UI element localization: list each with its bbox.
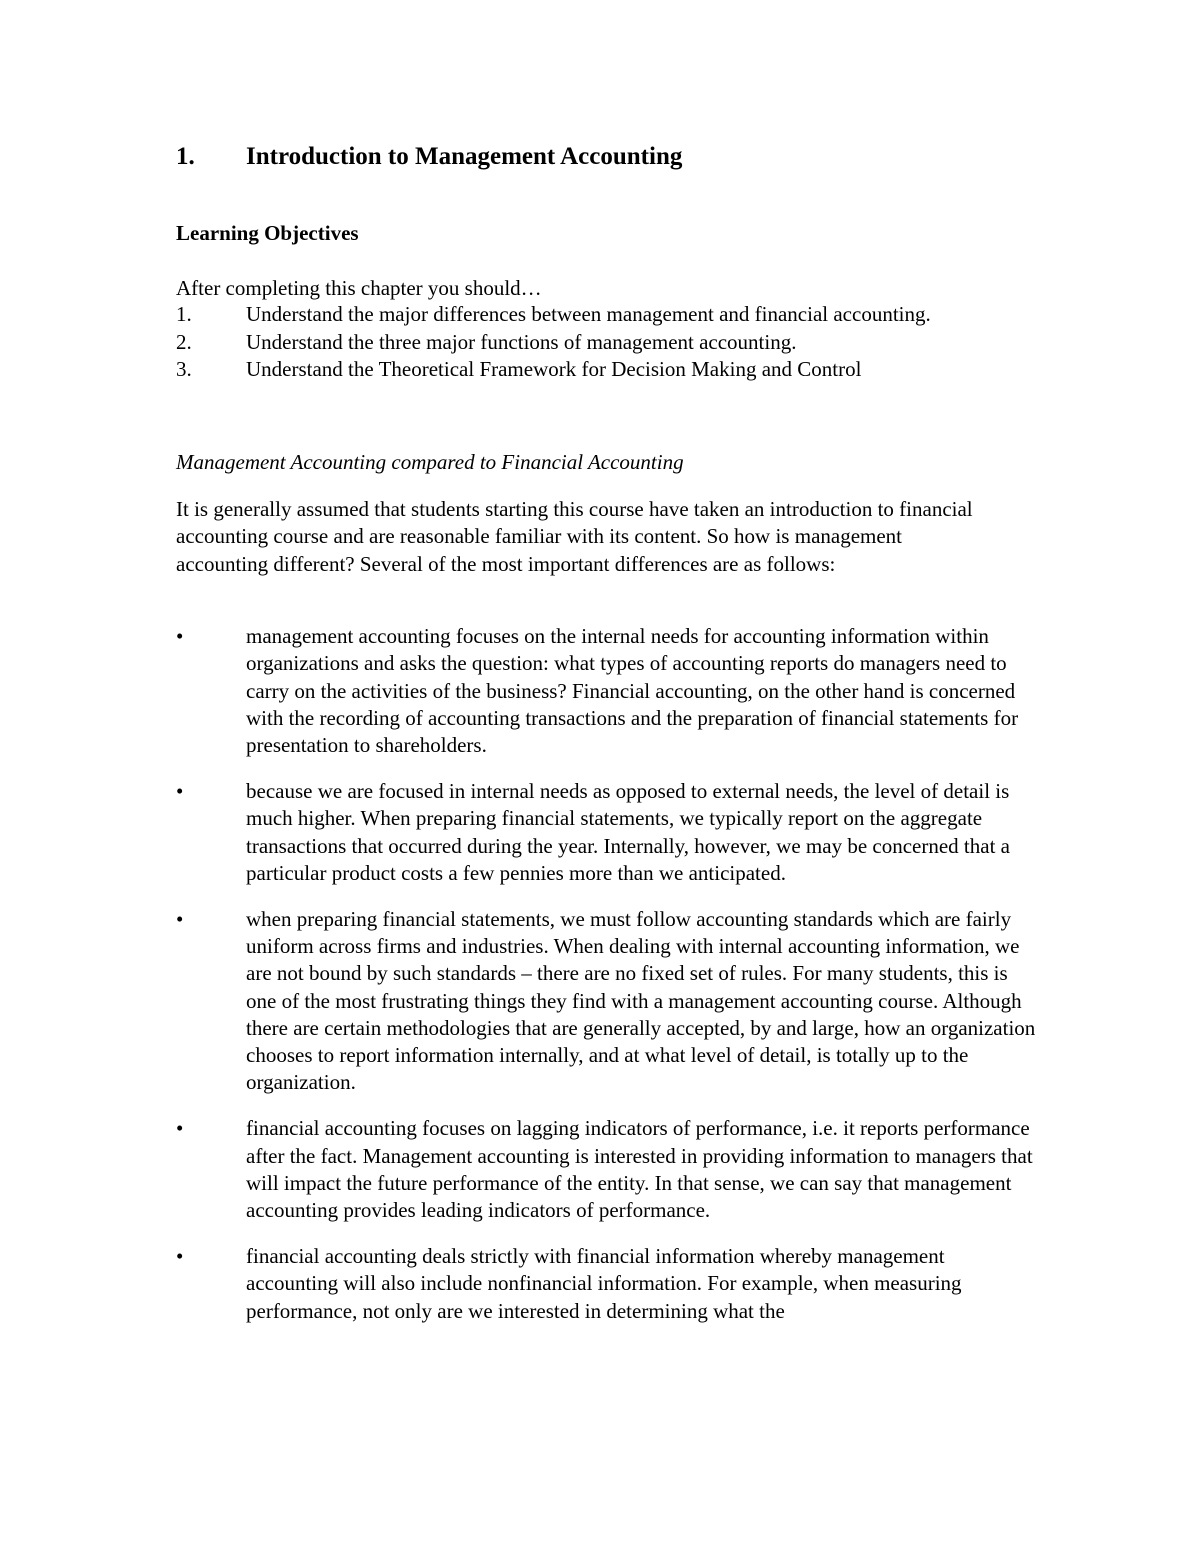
list-item (176, 906, 1036, 1097)
bullet-glyph: • (176, 906, 184, 931)
bullet-glyph: • (176, 1116, 184, 1141)
chapter-number: 1. (176, 143, 195, 170)
section-heading: Management Accounting compared to Financial Accounting (176, 450, 684, 474)
objective-number: 2. (176, 329, 192, 354)
section-paragraph: It is generally assumed that students starting this course have taken an introduction to financial accounting course and are reasonable familiar with its content. So how is management accounting different? Several of the most important differences are as follows: (176, 497, 973, 576)
objective-item (176, 301, 931, 329)
learning-objectives-intro: After completing this chapter you should… (176, 276, 542, 300)
differences-list (176, 623, 1036, 1343)
list-item-text: when preparing financial statements, we must follow accounting standards which are fairly uniform across firms and industries. When dealing with internal accounting information, we are not bound by such standards – there are no fixed set of rules. For many students, this is one of the most frustrating things they find with a management accounting course. Although there are certain methodologies that are generally accepted, by and large, how an organization chooses to report information internally, and at what level of detail, is totally up to the organization. (246, 906, 1036, 1095)
learning-objectives-heading: Learning Objectives (176, 221, 359, 245)
learning-objectives-list (176, 301, 931, 384)
objective-text: Understand the three major functions of management accounting. (246, 329, 797, 354)
bullet-glyph: • (176, 778, 184, 803)
objective-text: Understand the major differences between management and financial accounting. (246, 302, 931, 326)
list-item (176, 1243, 1036, 1325)
list-item (176, 623, 1036, 759)
list-item-text: because we are focused in internal needs as opposed to external needs, the level of detail is much higher. When preparing financial statements, we typically report on the aggregate transactions that occurred during the year. Internally, however, we may be concerned that a particular product costs a few pennies more than we anticipated. (246, 778, 1010, 885)
objective-text: Understand the Theoretical Framework for Decision Making and Control (246, 357, 862, 381)
list-item-text: management accounting focuses on the internal needs for accounting information within organizations and asks the question: what types of accounting reports do managers need to carry on the activities of the business? Financial accounting, on the other hand is concerned with the recording of accounting transactions and the preparation of financial statements for presentation to shareholders. (246, 624, 1019, 758)
list-item (176, 778, 1036, 887)
bullet-glyph: • (176, 624, 184, 648)
chapter-title (176, 143, 682, 171)
objective-number: 1. (176, 302, 192, 326)
list-item-text: financial accounting deals strictly with financial information whereby management accounting will also include nonfinancial information. For example, when measuring performance, not only are we interested in determining what the (246, 1243, 962, 1323)
list-item-text: financial accounting focuses on lagging indicators of performance, i.e. it reports performance after the fact. Management accounting is interested in providing information to managers that will impact the future performance of the entity. In that sense, we can say that management accounting provides leading indicators of performance. (246, 1116, 1033, 1223)
chapter-title-text: Introduction to Management Accounting (246, 143, 683, 170)
objective-item (176, 329, 931, 357)
list-item (176, 1115, 1036, 1224)
bullet-glyph: • (176, 1243, 184, 1268)
objective-number: 3. (176, 357, 192, 381)
objective-item (176, 356, 931, 384)
